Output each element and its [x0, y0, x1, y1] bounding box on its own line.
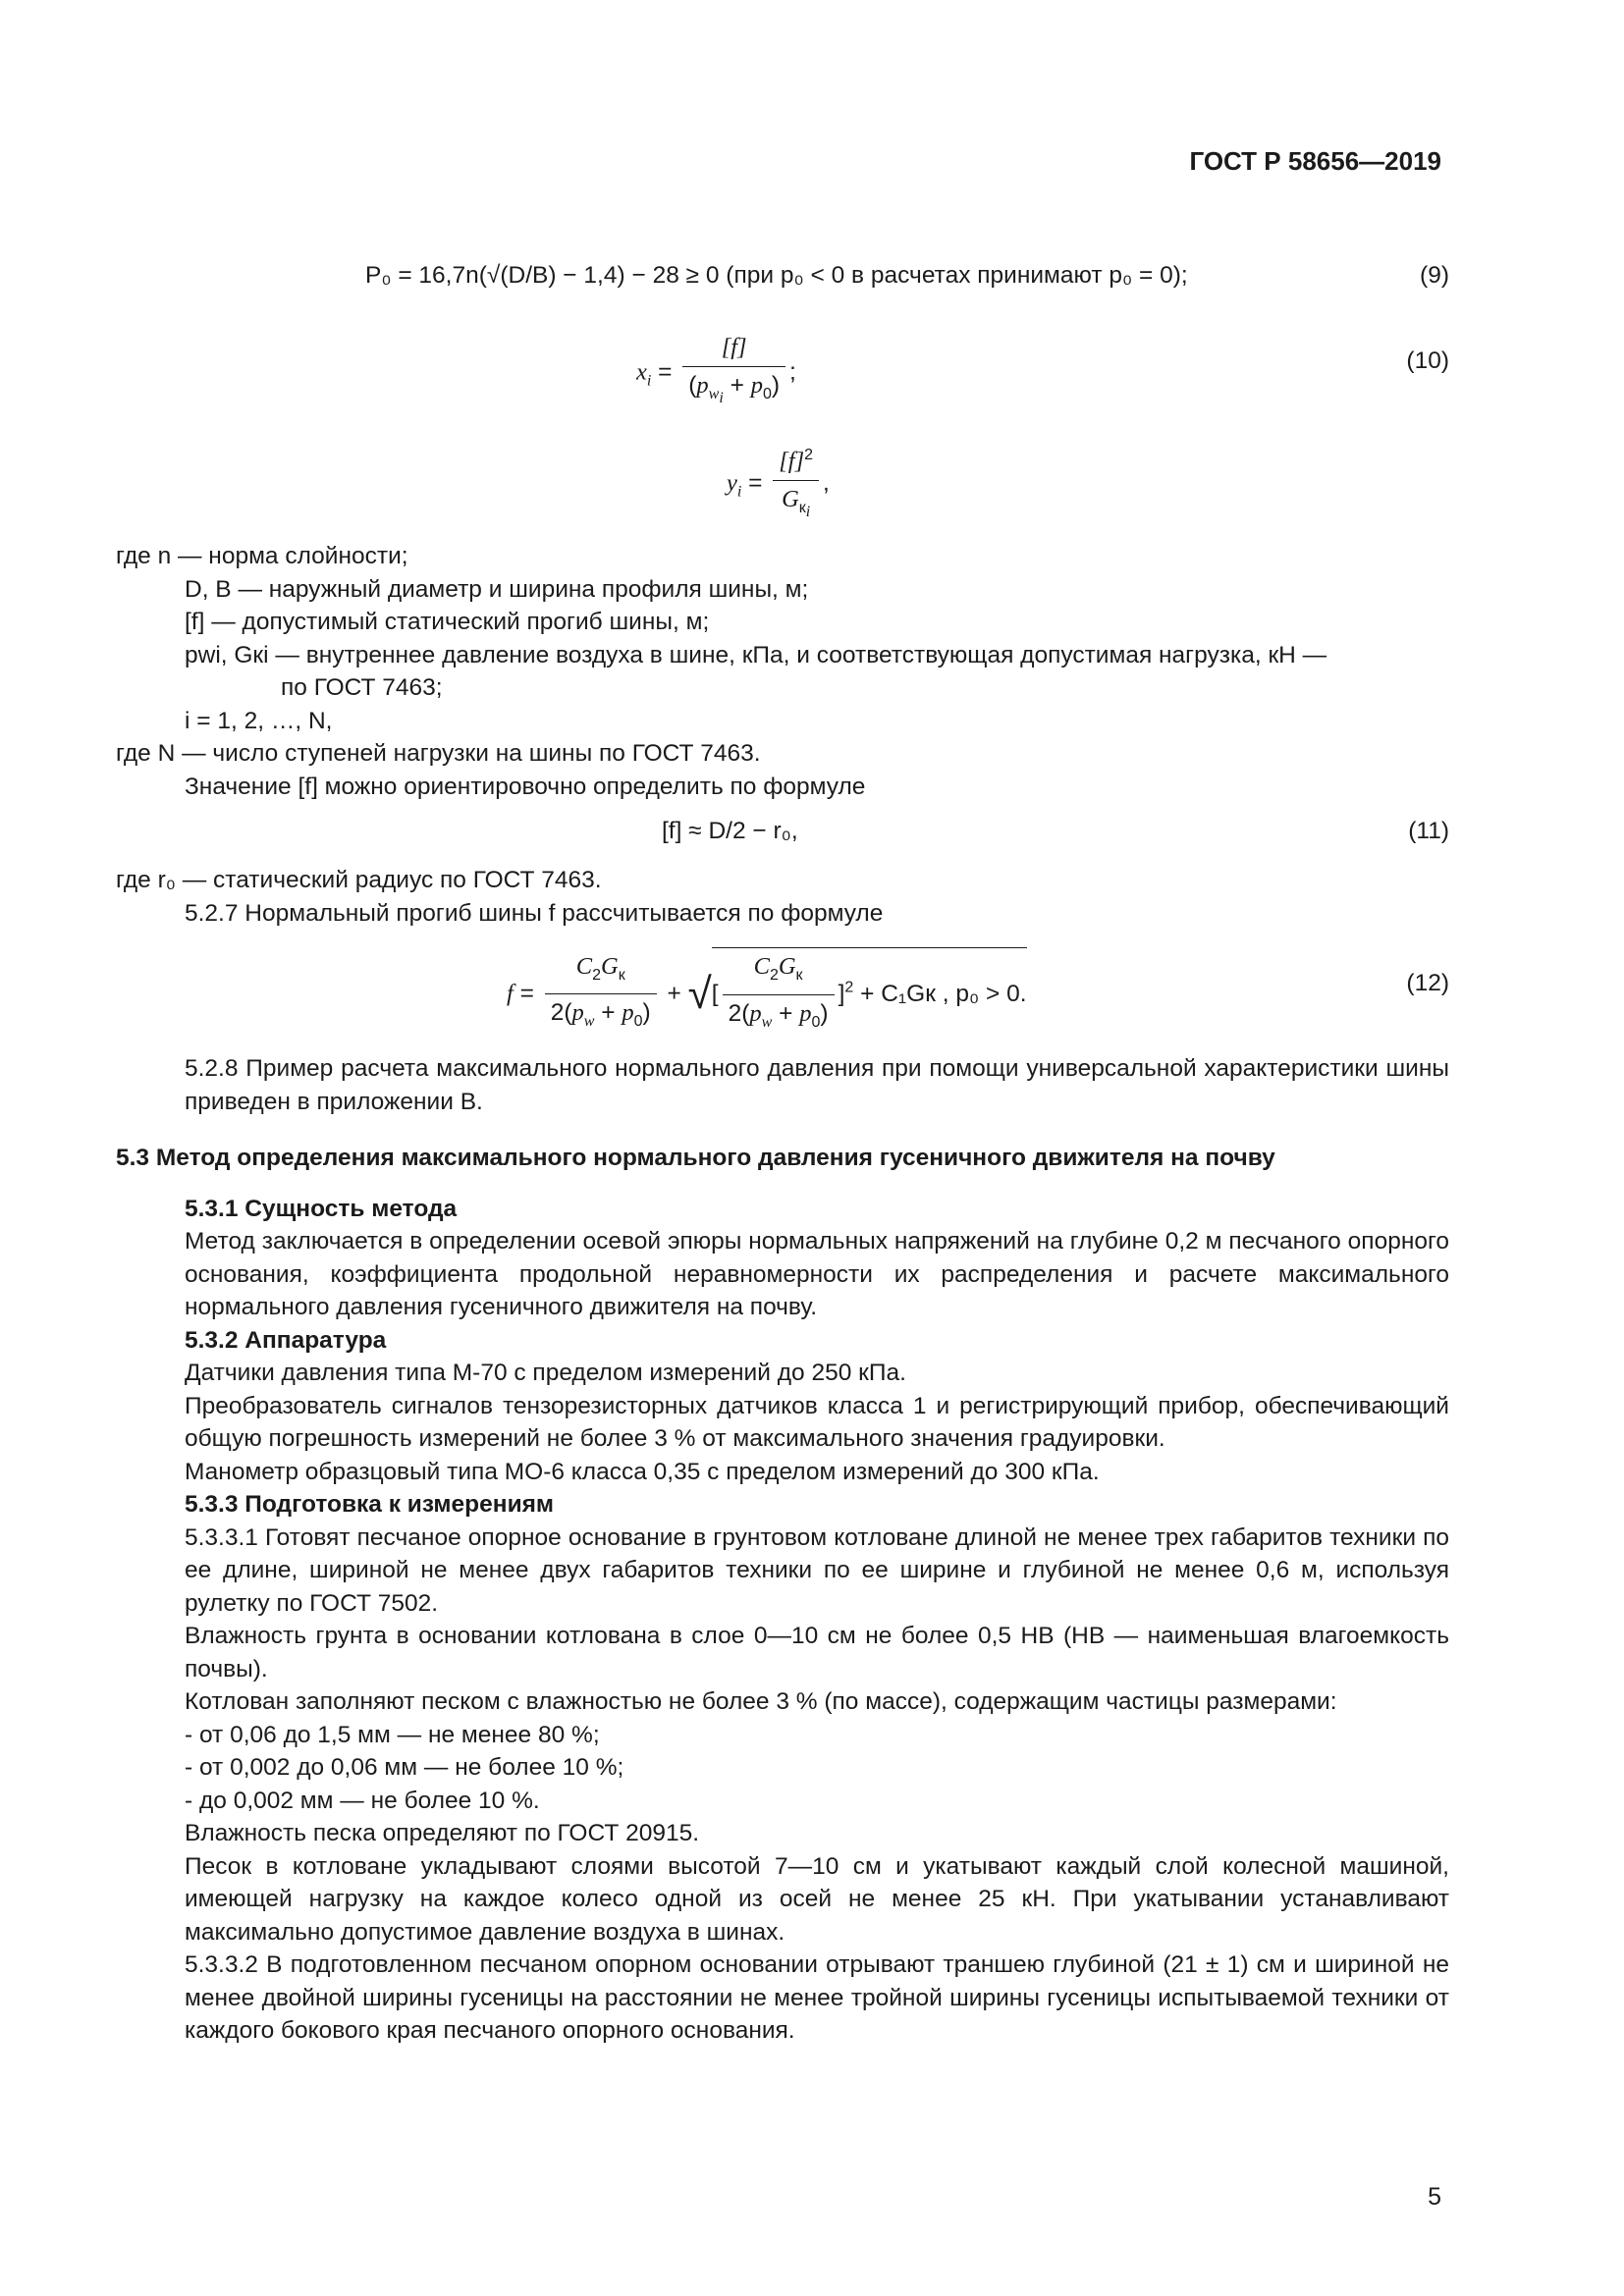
paragraph-5-2-8: 5.2.8 Пример расчета максимального нормального давления при помощи универсальной характеристики шины приведен в приложении В. [185, 1055, 1449, 1115]
body-block [116, 1052, 1449, 2048]
document-id-header: ГОСТ Р 58656—2019 [1189, 146, 1441, 176]
paragraph-moisture: Влажность грунта в основании котлована в слое 0—10 см не более 0,5 НВ (НВ — наименьшая влагоемкость почвы). [185, 1623, 1449, 1682]
equation-12 [116, 947, 1449, 1036]
where-r0: где r₀ — статический радиус по ГОСТ 7463. [116, 867, 602, 893]
heading-5-3: 5.3 Метод определения максимального нормального давления гусеничного движителя на почву [116, 1145, 1275, 1171]
page-number: 5 [1428, 2183, 1441, 2211]
equation-9-formula: P₀ = 16,7n(√(D/B) − 1,4) − 28 ≥ 0 (при p₀ < 0 в расчетах принимают p₀ = 0); [365, 262, 1188, 289]
where-n-steps: где N — число ступеней нагрузки на шины по ГОСТ 7463. [116, 740, 761, 767]
where-pw-gk: pwi, Gкi — внутреннее давление воздуха в шине, кПа, и соответствующая допустимая нагрузка, кН — [185, 641, 1327, 668]
paragraph-5-2-7: 5.2.7 Нормальный прогиб шины f рассчитывается по формуле [185, 899, 884, 927]
heading-5-3-3: 5.3.3 Подготовка к измерениям [185, 1491, 555, 1518]
paragraph-fill: Котлован заполняют песком с влажностью не более 3 % (по массе), содержащим частицы размерами: [185, 1688, 1337, 1715]
where-pw-gk-cont: по ГОСТ 7463; [281, 674, 443, 701]
paragraph-5-3-2-a: Датчики давления типа М-70 с пределом измерений до 250 кПа. [185, 1360, 906, 1386]
list-item-2: - от 0,002 до 0,06 мм — не более 10 %; [185, 1754, 624, 1781]
where-n: где n — норма слойности; [116, 543, 408, 569]
paragraph-5-3-1: Метод заключается в определении осевой эпюры нормальных напряжений на глубине 0,2 м песчаного опорного основания, коэффициента продольной неравномерности их распределения и расчете максимального нормального давления гусеничного движителя на почву. [185, 1228, 1449, 1320]
where-i: i = 1, 2, …, N, [185, 707, 333, 734]
paragraph-5-3-2-b: Преобразователь сигналов тензорезисторных датчиков класса 1 и регистрирующий прибор, обеспечивающий общую погрешность измерений не более 3 % от максимального значения градуировки. [185, 1392, 1449, 1452]
equation-12-formula: f = $\frac{C_2G_к}{2(p_w + p_0)}$ + √[ $\frac{C_2G_к}{2(p_w + p_0)}$ ]$^2$ + C₁Gк , p₀ > 0. [507, 947, 1027, 1041]
paragraph-5-3-3-2: 5.3.3.2 В подготовленном песчаном опорном основании отрывают траншею глубиной (21 ± 1) см и шириной не менее двойной ширины гусеницы на расстоянии не менее тройной ширины гусеницы испытываемой техники от каждого бокового края песчаного опорного основания. [185, 1951, 1449, 2044]
where-f: [f] — допустимый статический прогиб шины, м; [185, 609, 710, 635]
list-item-3: - до 0,002 мм — не более 10 %. [185, 1787, 540, 1814]
equation-12-tail: + C₁Gк , p₀ > 0. [860, 980, 1027, 1007]
equation-9 [116, 259, 1449, 318]
equation-11-number: (11) [1408, 818, 1449, 844]
equation-11-formula: [f] ≈ D/2 − r₀, [662, 818, 798, 844]
paragraph-layers: Песок в котловане укладывают слоями высотой 7—10 см и укатывают каждый слой колесной машиной, имеющей нагрузку на каждое колесо одной из осей не менее 25 кН. При укатывании устанавливают максимально допустимое давление воздуха в шинах. [185, 1852, 1449, 1946]
value-f-intro: Значение [f] можно ориентировочно определить по формуле [185, 773, 866, 800]
heading-5-3-2: 5.3.2 Аппаратура [185, 1326, 387, 1354]
heading-5-3-1: 5.3.1 Сущность метода [185, 1195, 458, 1222]
where-block [116, 540, 1449, 803]
equation-9-number: (9) [1420, 262, 1449, 289]
paragraph-sand-moisture: Влажность песка определяют по ГОСТ 20915. [185, 1820, 700, 1846]
where-d-b: D, B — наружный диаметр и ширина профиля шины, м; [185, 575, 809, 603]
equation-10-y [116, 437, 1449, 525]
list-item-1: - от 0,06 до 1,5 мм — не менее 80 %; [185, 1721, 600, 1748]
paragraph-5-3-3-1: 5.3.3.1 Готовят песчаное опорное основание в грунтовом котловане длиной не менее трех габаритов техники по ее длине, шириной не менее двух габаритов техники по ее ширине и глубиной не менее 0,6 м, используя рулетку по ГОСТ 7502. [185, 1523, 1449, 1617]
equation-10-x-formula: $x_i$ = $\frac{[f]}{(p_{w_i} + p_0)}$ ; [636, 329, 796, 417]
paragraph-5-3-2-c: Манометр образцовый типа МО-6 класса 0,35 с пределом измерений до 300 кПа. [185, 1458, 1100, 1485]
equation-10-y-formula: $y_i$ = $\frac{[f]^2}{G_{к_i}}$ , [727, 437, 830, 531]
equation-10-number: (10) [1406, 347, 1449, 374]
equation-10 [116, 329, 1449, 447]
equation-12-number: (12) [1406, 970, 1449, 996]
r0-block [116, 864, 1449, 930]
